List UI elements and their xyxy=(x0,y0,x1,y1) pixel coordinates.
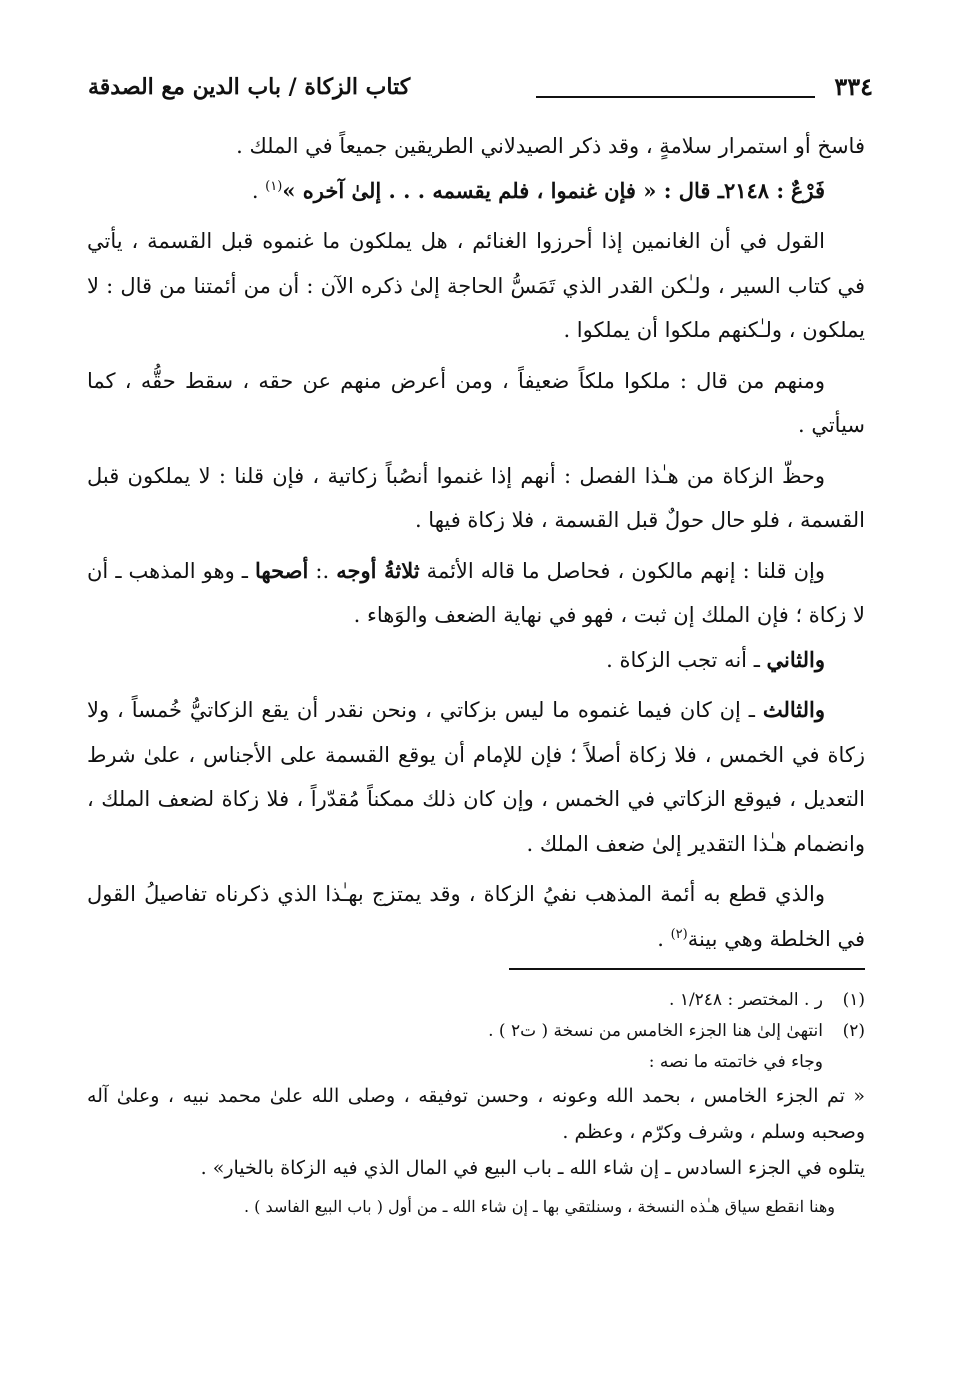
running-title: كتاب الزكاة / باب الدين مع الصدقة xyxy=(88,74,411,100)
footnote-ref[interactable]: (١) xyxy=(265,178,283,194)
header-rule xyxy=(536,96,815,98)
footnote-item xyxy=(87,985,865,1016)
text-run: وإن قلنا : إنهم مالكون ، فحاصل ما قاله الأئمة xyxy=(419,558,825,583)
section-label: فَرْعٌ xyxy=(790,177,825,203)
emphasis: أصحها xyxy=(255,557,309,583)
footnote-ref[interactable]: (٢) xyxy=(670,926,688,942)
emphasis: والثاني xyxy=(766,646,825,672)
paragraph: ومنهم من قال : ملكوا ملكاً ضعيفاً ، ومن أعرض منهم عن حقه ، سقط حقُّه ، كما سيأتي . xyxy=(87,368,865,437)
paragraph: القول في أن الغانمين إذا أحرزوا الغنائم ، هل يملكون ما غنموه قبل القسمة ، يأتي في كتاب السير ، ولـٰكن القدر الذي تَمَسُّ الحاجة إلىٰ ذكره الآن : أن من أئمتنا من قال : لا يملكون ، ولـٰكنهم ملكوا أن يملكوا . xyxy=(87,229,865,342)
paragraph xyxy=(87,872,865,961)
paragraph: فاسخ أو استمرار سلامةٍ ، وقد ذكر الصيدلاني الطريقين جميعاً في الملك . xyxy=(236,134,865,158)
text-run: ـ وهو المذهب ـ أن لا زكاة ؛ فإن الملك إن ثبت ، فهو في نهاية الضعف والوَهاء . xyxy=(87,558,865,627)
punctuation: . xyxy=(657,926,671,951)
paragraph xyxy=(87,688,865,866)
text-run: والذي قطع به أئمة المذهب نفيُ الزكاة ، وقد يمتزج بهـٰذا الذي ذكرناه تفاصيلُ القول في الخلطة وهي بينة xyxy=(87,882,865,951)
footnote-number: (٢) xyxy=(842,1021,865,1041)
footnote-quote: يتلوه في الجزء السادس ـ إن شاء الله ـ باب البيع في المال الذي فيه الزكاة بالخيار» . xyxy=(200,1157,865,1179)
footnote-item xyxy=(87,1016,865,1047)
footnote-separator xyxy=(509,968,865,970)
running-header xyxy=(88,68,873,108)
emphasis: ثلاثةُ أوجه xyxy=(336,557,420,583)
punctuation: . xyxy=(251,178,266,203)
text-run: ـ إن كان فيما غنموه ما ليس بزكاتي ، ونحن نقدر أن يقع الزكاتيُّ خُمساً ، ولا زكاة في الخمس ، فلا زكاة أصلاً ؛ فإن للإمام أن يوقع القسمة على الأجناس ، علىٰ شرط التعديل ، فيوقع الزكاتي في الخمس ، وإن كان ذلك ممكناً مُقدّراً ، فلا زكاة لضعف الملك ، وانضمام هـٰذا التقدير إلىٰ ضعف الملك . xyxy=(87,698,865,856)
footnote-quote: « تم الجزء الخامس ، بحمد الله وعونه ، وحسن توفيقه ، وصلى الله علىٰ محمد نبيه ، وعلىٰ آله وصحبه وسلم ، وشرف وكرّم ، وعظم . xyxy=(87,1085,865,1143)
section-heading-text: : ٢١٤٨ـ قال : « فإن غنموا ، فلم يقسمه . . . إلىٰ آخره » xyxy=(282,177,785,203)
footnote-closing: وهنا انقطع سياق هـٰذه النسخة ، وسنلتقي بها ـ إن شاء الله ـ من أول ( باب البيع الفاسد ) . xyxy=(243,1197,835,1216)
emphasis: والثالث xyxy=(762,697,825,722)
page-number: ٣٣٤ xyxy=(834,72,873,101)
main-text xyxy=(87,124,865,961)
paragraph xyxy=(87,549,865,638)
paragraph xyxy=(87,638,865,683)
text-run: ـ أنه تجب الزكاة . xyxy=(606,647,767,672)
footnote-text: ر . المختصر : ١/٢٤٨ . xyxy=(669,990,823,1010)
footnote-subtext: وجاء في خاتمته ما نصه : xyxy=(648,1052,823,1072)
footnote-text: انتهىٰ إلىٰ هنا الجزء الخامس من نسخة ( ت٢ ) . xyxy=(488,1021,823,1041)
paragraph: وحظّ الزكاة من هـٰذا الفصل : أنهم إذا غنموا أنصُباً زكاتية ، فإن قلنا : لا يملكون قبل القسمة ، فلو حال حولٌ قبل القسمة ، فلا زكاة فيها . xyxy=(87,463,865,532)
section-heading xyxy=(87,169,865,214)
footnotes xyxy=(87,985,865,1224)
footnote-number: (١) xyxy=(842,990,865,1010)
text-run: .: xyxy=(308,558,337,583)
